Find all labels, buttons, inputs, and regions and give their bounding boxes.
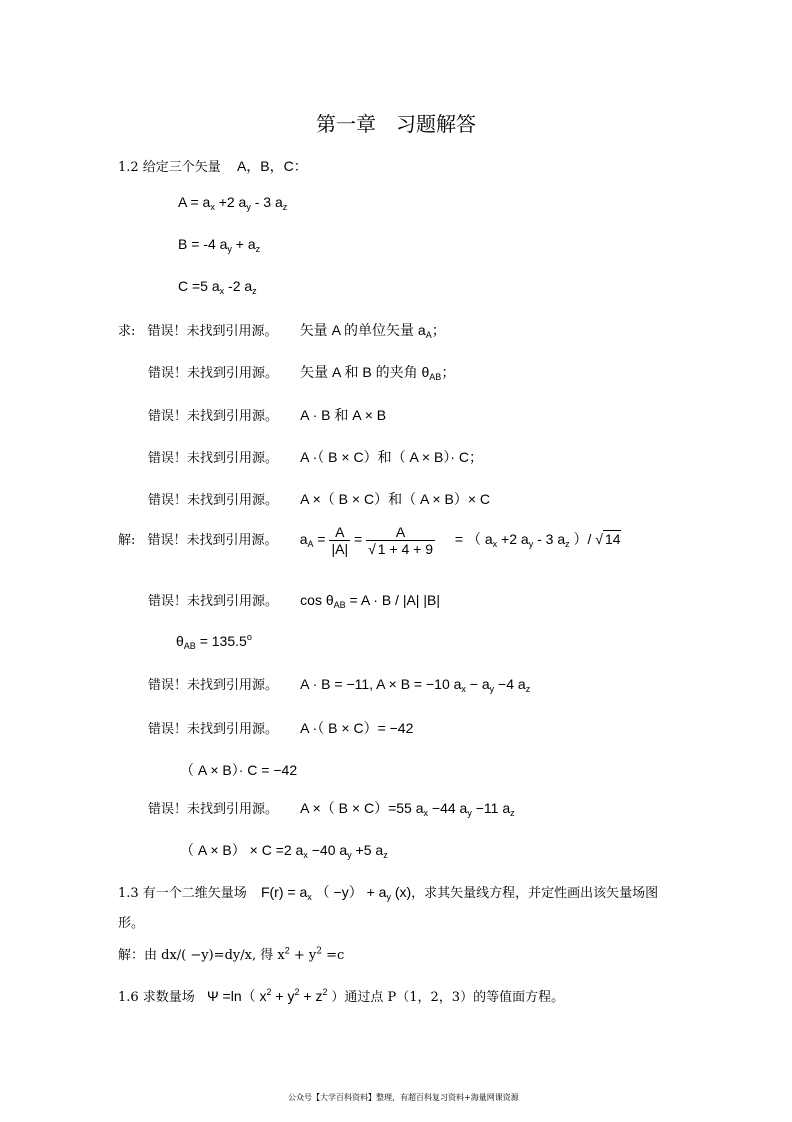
page-footer: 公众号【大学百科资料】整理，有超百科复习资料+海量网课资源 bbox=[288, 1093, 519, 1102]
problem-1-3-continued: 形。 bbox=[118, 916, 145, 931]
theta-result: $\theta_{AB} = 135.5^o$ bbox=[176, 632, 252, 651]
solution-1: 解: 错误！未找到引用源。 $a_A$ = $\frac{A}{|A|}$ = $\frac{A}{√ 1 + 4 + 9}$ = （ $a_x +2$ $a_y - 3$ $a_z$ ）/ √ 14 bbox=[118, 524, 621, 557]
question-5: 错误！未找到引用源。 A ×（ B × C）和（ A × B）× C bbox=[148, 491, 491, 508]
solution-4b: （ A × B）· C = −42 bbox=[180, 762, 298, 778]
equation-b: B = -4 $a_y + a_z$ bbox=[178, 236, 261, 254]
page-title: 第一章 习题解答 bbox=[316, 112, 476, 136]
question-2: 错误！未找到引用源。 矢量 A 和 B 的夹角 $\theta_{AB}$； bbox=[148, 364, 456, 382]
solution-4: 错误！未找到引用源。 A ·（ B × C）= −42 bbox=[148, 720, 414, 737]
solution-5b: （ A × B） × C =2 $a_x -40$ $a_y +5$ $a_z$ bbox=[180, 842, 388, 860]
problem-1-2-intro: 1.2 给定三个矢量 A，B，C： bbox=[118, 158, 308, 175]
problem-1-3: 1.3 有一个二维矢量场 $F(r) = a_x$ （ $-y) + a_y$ (x)，求其矢量线方程，并定性画出该矢量场图 bbox=[118, 884, 659, 902]
question-1: 求: 错误！未找到引用源。 矢量 A 的单位矢量 $a_A$； bbox=[118, 322, 446, 340]
equation-c: C =5 $a_x$ -2 $a_z$ bbox=[178, 278, 257, 296]
solution-2: 错误！未找到引用源。 $\cos \theta_{AB} = A \cdot B / |A|$ |B| bbox=[148, 592, 440, 610]
solution-3: 错误！未找到引用源。 A · B = −11, A × B = −10 $a_x - a_y -4$ $a_z$ bbox=[148, 676, 531, 694]
problem-1-6: 1.6 求数量场 Ψ =ln（ $x^2 + y^2 + z^2$ ）通过点 P（1，2，3）的等值面方程。 bbox=[118, 987, 565, 1005]
solution-5: 错误！未找到引用源。 A ×（ B × C）=55 $a_x -44$ $a_y -11$ $a_z$ bbox=[148, 800, 515, 818]
question-3: 错误！未找到引用源。 A · B 和 A × B bbox=[148, 407, 387, 424]
equation-a: $A = a_x +2$ $a_y - 3$ $a_z$ bbox=[178, 194, 288, 212]
problem-1-3-solution: 解：由 dx/( −y)=dy/x, 得 $x^2 + y^2 =c$ bbox=[118, 945, 345, 963]
question-4: 错误！未找到引用源。 A ·（ B × C）和（ A × B）· C； bbox=[148, 449, 483, 466]
